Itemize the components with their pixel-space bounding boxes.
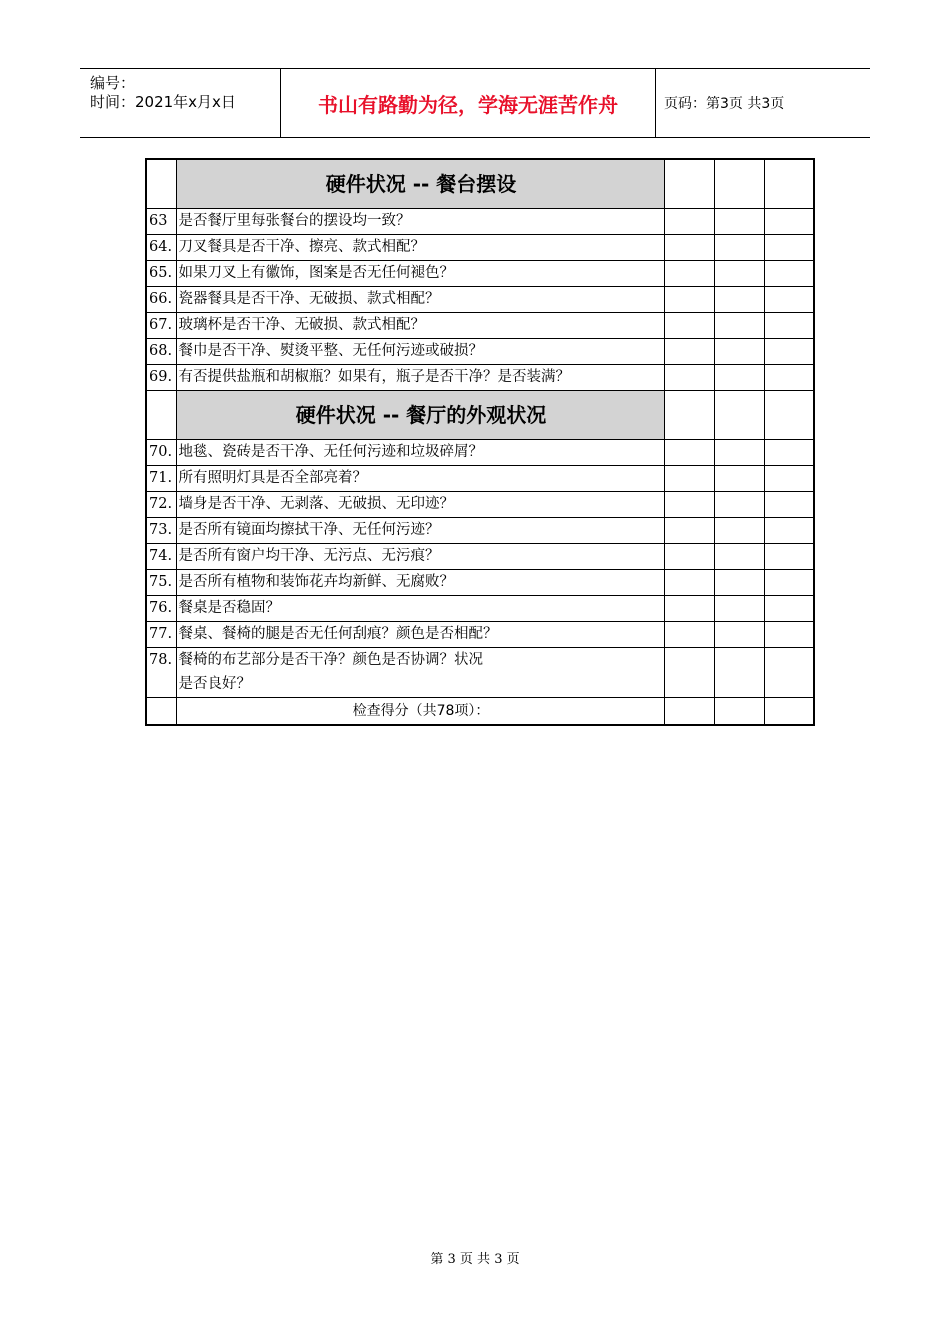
item-question: 地毯、瓷砖是否干净、无任何污迹和垃圾碎屑？ xyxy=(176,440,664,466)
check-cell[interactable] xyxy=(714,313,764,339)
check-cell[interactable] xyxy=(664,391,714,440)
check-cell[interactable] xyxy=(764,648,814,698)
header-page-info: 页码：第3页 共3页 xyxy=(664,96,785,112)
check-cell[interactable] xyxy=(714,365,764,391)
check-cell[interactable] xyxy=(764,518,814,544)
item-question: 墙身是否干净、无剥落、无破损、无印迹？ xyxy=(176,492,664,518)
check-cell[interactable] xyxy=(764,287,814,313)
item-question: 餐桌、餐椅的腿是否无任何刮痕？颜色是否相配？ xyxy=(176,622,664,648)
item-question: 是否所有镜面均擦拭干净、无任何污迹？ xyxy=(176,518,664,544)
date-label: 时间：2021年x月x日 xyxy=(90,93,236,111)
check-cell[interactable] xyxy=(764,391,814,440)
check-cell[interactable] xyxy=(714,596,764,622)
item-number: 70. xyxy=(146,440,176,466)
item-question: 是否所有植物和装饰花卉均新鲜、无腐败？ xyxy=(176,570,664,596)
score-row xyxy=(146,698,814,726)
check-cell[interactable] xyxy=(714,518,764,544)
check-cell[interactable] xyxy=(764,698,814,726)
check-cell[interactable] xyxy=(664,698,714,726)
item-question: 有否提供盐瓶和胡椒瓶？如果有，瓶子是否干净？是否装满？ xyxy=(176,365,664,391)
number-label: 编号： xyxy=(90,74,136,92)
check-cell[interactable] xyxy=(664,544,714,570)
check-cell[interactable] xyxy=(714,391,764,440)
check-cell[interactable] xyxy=(714,570,764,596)
check-cell[interactable] xyxy=(664,209,714,235)
item-number: 78. xyxy=(146,648,176,698)
section-num-cell xyxy=(146,391,176,440)
check-cell[interactable] xyxy=(714,209,764,235)
table-row xyxy=(146,622,814,648)
table-row xyxy=(146,544,814,570)
check-cell[interactable] xyxy=(664,622,714,648)
check-cell[interactable] xyxy=(764,339,814,365)
check-cell[interactable] xyxy=(664,596,714,622)
check-cell[interactable] xyxy=(764,570,814,596)
check-cell[interactable] xyxy=(764,492,814,518)
table-row xyxy=(146,596,814,622)
section-header-row xyxy=(146,391,814,440)
checklist-body xyxy=(146,159,814,725)
check-cell[interactable] xyxy=(714,287,764,313)
check-cell[interactable] xyxy=(714,440,764,466)
item-question: 如果刀叉上有徽饰，图案是否无任何褪色？ xyxy=(176,261,664,287)
check-cell[interactable] xyxy=(664,518,714,544)
check-cell[interactable] xyxy=(714,622,764,648)
check-cell[interactable] xyxy=(714,648,764,698)
item-number: 66. xyxy=(146,287,176,313)
item-number: 73. xyxy=(146,518,176,544)
table-row xyxy=(146,518,814,544)
item-number: 72. xyxy=(146,492,176,518)
table-row xyxy=(146,570,814,596)
item-number: 68. xyxy=(146,339,176,365)
check-cell[interactable] xyxy=(714,235,764,261)
check-cell[interactable] xyxy=(764,596,814,622)
check-cell[interactable] xyxy=(664,648,714,698)
check-cell[interactable] xyxy=(764,235,814,261)
check-cell[interactable] xyxy=(664,287,714,313)
table-row xyxy=(146,261,814,287)
check-cell[interactable] xyxy=(764,440,814,466)
check-cell[interactable] xyxy=(664,365,714,391)
check-cell[interactable] xyxy=(764,622,814,648)
check-cell[interactable] xyxy=(714,544,764,570)
table-row xyxy=(146,313,814,339)
item-number: 74. xyxy=(146,544,176,570)
check-cell[interactable] xyxy=(714,159,764,209)
check-cell[interactable] xyxy=(714,466,764,492)
check-cell[interactable] xyxy=(764,313,814,339)
check-cell[interactable] xyxy=(714,492,764,518)
header-meta xyxy=(80,69,280,137)
check-cell[interactable] xyxy=(764,544,814,570)
check-cell[interactable] xyxy=(664,339,714,365)
table-row xyxy=(146,648,814,698)
check-cell[interactable] xyxy=(714,698,764,726)
table-row xyxy=(146,365,814,391)
checklist-table xyxy=(145,158,815,726)
table-row xyxy=(146,440,814,466)
item-number: 65. xyxy=(146,261,176,287)
check-cell[interactable] xyxy=(764,261,814,287)
item-question: 刀叉餐具是否干净、擦亮、款式相配？ xyxy=(176,235,664,261)
score-label: 检查得分（共78项）： xyxy=(176,698,664,726)
table-row xyxy=(146,287,814,313)
item-question: 所有照明灯具是否全部亮着？ xyxy=(176,466,664,492)
header-motto: 书山有路勤为径，学海无涯苦作舟 xyxy=(280,69,656,137)
item-number: 64. xyxy=(146,235,176,261)
item-question: 玻璃杯是否干净、无破损、款式相配？ xyxy=(176,313,664,339)
item-number: 67. xyxy=(146,313,176,339)
item-number: 75. xyxy=(146,570,176,596)
check-cell[interactable] xyxy=(664,313,714,339)
score-num-cell xyxy=(146,698,176,726)
check-cell[interactable] xyxy=(664,159,714,209)
table-row xyxy=(146,235,814,261)
check-cell[interactable] xyxy=(664,440,714,466)
item-question: 是否餐厅里每张餐台的摆设均一致？ xyxy=(176,209,664,235)
section-title: 硬件状况 -- 餐厅的外观状况 xyxy=(176,391,664,440)
section-num-cell xyxy=(146,159,176,209)
check-cell[interactable] xyxy=(664,235,714,261)
item-question: 瓷器餐具是否干净、无破损、款式相配？ xyxy=(176,287,664,313)
table-row xyxy=(146,209,814,235)
check-cell[interactable] xyxy=(664,261,714,287)
table-row xyxy=(146,466,814,492)
section-title: 硬件状况 -- 餐台摆设 xyxy=(176,159,664,209)
check-cell[interactable] xyxy=(664,466,714,492)
check-cell[interactable] xyxy=(764,466,814,492)
page-header xyxy=(80,68,870,138)
item-number: 63 xyxy=(146,209,176,235)
check-cell[interactable] xyxy=(764,365,814,391)
table-row xyxy=(146,339,814,365)
page-footer: 第 3 页 共 3 页 xyxy=(430,1252,520,1267)
check-cell[interactable] xyxy=(714,339,764,365)
item-number: 69. xyxy=(146,365,176,391)
table-row xyxy=(146,492,814,518)
check-cell[interactable] xyxy=(764,209,814,235)
check-cell[interactable] xyxy=(714,261,764,287)
section-header-row xyxy=(146,159,814,209)
item-question: 是否所有窗户均干净、无污点、无污痕？ xyxy=(176,544,664,570)
item-question: 餐椅的布艺部分是否干净？颜色是否协调？状况 是否良好？ xyxy=(176,648,664,698)
check-cell[interactable] xyxy=(664,492,714,518)
item-number: 77. xyxy=(146,622,176,648)
check-cell[interactable] xyxy=(664,570,714,596)
item-number: 71. xyxy=(146,466,176,492)
item-question: 餐桌是否稳固？ xyxy=(176,596,664,622)
item-number: 76. xyxy=(146,596,176,622)
check-cell[interactable] xyxy=(764,159,814,209)
item-question: 餐巾是否干净、熨烫平整、无任何污迹或破损？ xyxy=(176,339,664,365)
